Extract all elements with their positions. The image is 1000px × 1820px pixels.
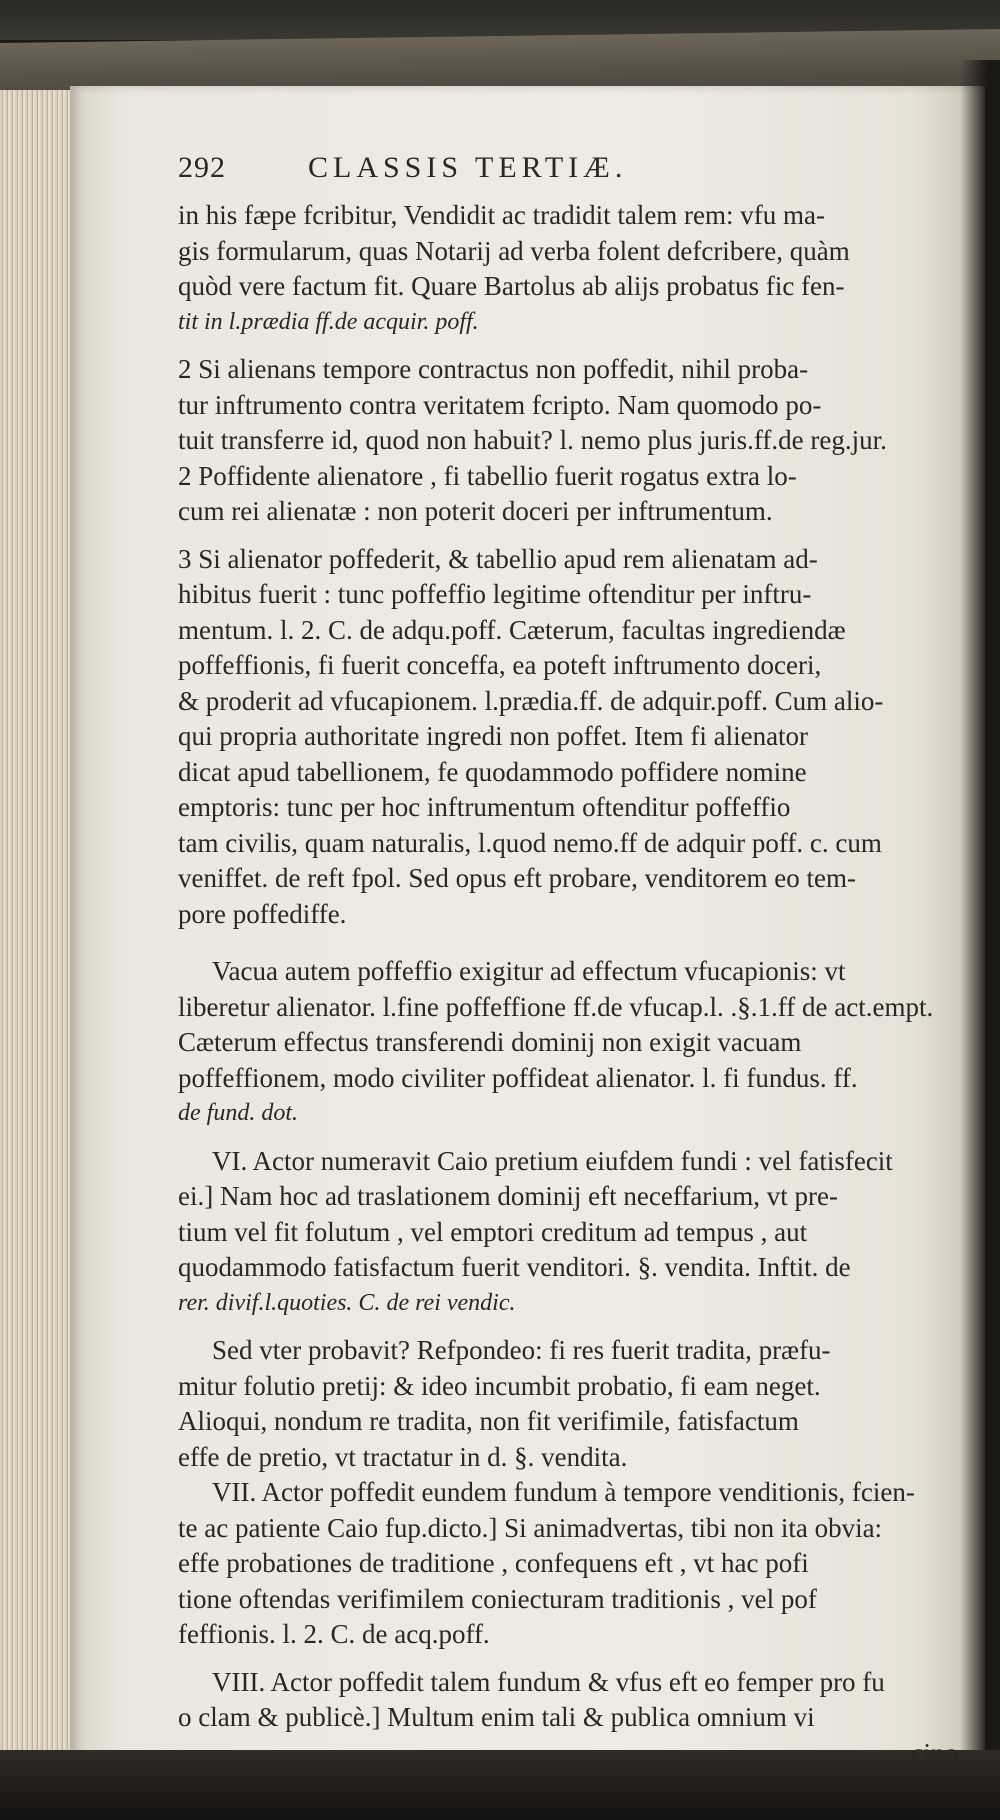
text-line: tam civilis, quam naturalis, l.quod nemo.ff de adquir poff. c. cum [178,827,882,858]
text-line: effe de pretio, vt tractatur in d. §. vendita. [178,1441,628,1472]
text-line: 2 Poffidente alienatore , fi tabellio fuerit rogatus extra lo- [178,460,797,491]
text-line: in his fæpe fcribitur, Vendidit ac tradidit talem rem: vfu ma- [178,200,825,230]
text-line: mentum. l. 2. C. de adqu.poff. Cæterum, facultas ingrediendæ [178,614,846,645]
text-line: de fund. dot. [178,1100,298,1126]
text-line: Vacua autem poffeffio exigitur ad effectum vfucapionis: vt [212,956,846,986]
page-text [178,150,988,1771]
text-line: ei.] Nam hoc ad traslationem dominij eft neceffarium, vt pre- [178,1181,839,1211]
text-line: emptoris: tunc per hoc inftrumentum oftenditur poffeffio [178,792,791,822]
text-line: cum rei alienatæ : non poterit doceri per inftrumentum. [178,496,773,526]
running-head: CLASSIS TERTIÆ. [308,151,628,184]
text-line: mitur folutio pretij: & ideo incumbit probatio, fi eam neget. [178,1370,821,1401]
text-line: quodammodo fatisfactum fuerit venditori. §. vendita. Inftit. de [178,1252,851,1282]
text-line: tuit transferre id, quod non habuit? l. nemo plus juris.ff.de reg.jur. [178,425,887,455]
text-line: te ac patiente Caio fup.dicto.] Si animadvertas, tibi non ita obvia: [178,1512,883,1543]
text-line: tit in l.prædia ff.de acquir. poff. [178,308,479,335]
text-line: dicat apud tabellionem, fe quodammodo poffidere nomine [178,756,807,787]
text-line: poffeffionis, fi fuerit conceffa, ea poteft inftrumento doceri, [178,650,822,680]
page-number: 292 [178,151,226,184]
text-line: rer. divif.l.quoties. C. de rei vendic. [178,1289,516,1316]
text-line: 2 Si alienans tempore contractus non poffedit, nihil proba- [178,354,809,384]
text-line: tur inftrumento contra veritatem fcripto. Nam quomodo po- [178,389,822,420]
text-line: hibitus fuerit : tunc poffeffio legitime oftenditur per inftru- [178,579,812,609]
page-stack-edges [0,90,72,1750]
text-line: Sed vter probavit? Refpondeo: fi res fuerit tradita, præfu- [212,1335,831,1365]
text-line: Alioqui, nondum re tradita, non fit verifimile, fatisfactum [178,1406,799,1436]
text-line: 3 Si alienator poffederit, & tabellio apud rem alienatam ad- [178,543,818,574]
text-line: & proderit ad vfucapionem. l.prædia.ff. de adquir.poff. Cum alio- [178,685,884,716]
section-heading-line: VIII. Actor poffedit talem fundum & vfus eft eo femper pro fu [212,1666,885,1697]
text-line: tione oftendas verifimilem coniecturam traditionis , vel pof [178,1583,817,1614]
text-line: feffionis. l. 2. C. de acq.poff. [178,1619,490,1649]
text-line: poffeffionem, modo civiliter poffideat alienator. l. fi fundus. ff. [178,1062,858,1093]
text-line: effe probationes de traditione , confequens eft , vt hac pofi [178,1548,809,1578]
text-line: o clam & publicè.] Multum enim tali & publica omnium vi [178,1702,815,1732]
text-line: liberetur alienator. l.fine poffeffione ff.de vfucap.l. .§.1.ff de act.empt. [178,991,934,1022]
text-line: tium vel fit folutum , vel emptori creditum ad tempus , aut [178,1216,808,1247]
text-line: Cæterum effectus transferendi dominij non exigit vacuam [178,1027,802,1057]
catchword: cino [911,1737,958,1768]
text-line: quòd vere factum fit. Quare Bartolus ab alijs probatus fic fen- [178,271,845,301]
page-header [178,150,988,198]
text-line: pore poffediffe. [178,898,347,929]
text-line: veniffet. de reft fpol. Sed opus eft probare, venditorem eo tem- [178,863,857,893]
section-heading-line: VII. Actor poffedit eundem fundum à tempore venditionis, fcien- [212,1477,915,1507]
text-line: qui propria authoritate ingredi non poffet. Item fi alienator [178,721,809,751]
section-heading-line: VI. Actor numeravit Caio pretium eiufdem fundi : vel fatisfecit [212,1145,893,1176]
text-line: gis formularum, quas Notarij ad verba folent defcribere, quàm [178,235,850,266]
